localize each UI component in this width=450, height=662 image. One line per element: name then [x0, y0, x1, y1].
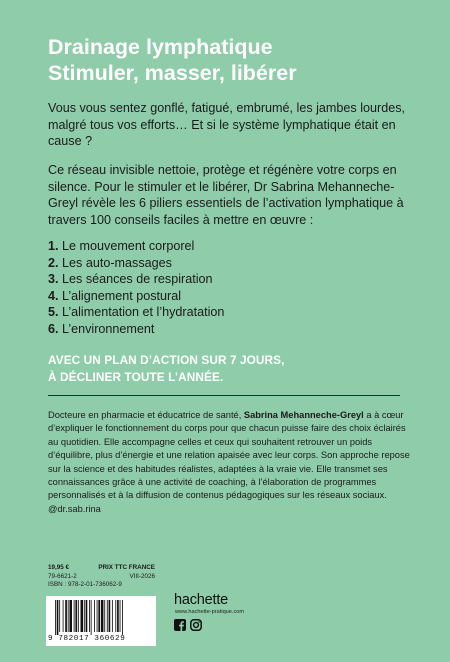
action-plan-callout: [48, 352, 285, 385]
facebook-icon: [174, 619, 186, 631]
isbn-row: [48, 581, 155, 590]
social-icons: [174, 619, 244, 631]
pillar-item: [48, 304, 224, 321]
edition-code: VIII-2026: [129, 572, 155, 580]
barcode-bars: [54, 600, 148, 635]
pillar-label: Les séances de respiration: [58, 272, 213, 287]
pillar-item: [48, 321, 224, 338]
price-block: [48, 564, 155, 590]
pillar-number: 2.: [48, 255, 59, 270]
publisher-block: [174, 592, 244, 631]
pillar-item: [48, 271, 224, 288]
intro-paragraph: Vous vous sentez gonflé, fatigué, embrumé, les jambes lourdes, malgré tous vos efforts… Et si le système lymphatique était en cause ?: [48, 101, 406, 149]
pillar-label: L’alimentation et l’hydratation: [58, 305, 225, 320]
pillar-label: Les auto-massages: [58, 255, 172, 270]
instagram-icon: [190, 619, 202, 631]
author-name: Sabrina Mehanneche-Greyl: [243, 410, 364, 420]
price-label: PRIX TTC FRANCE: [98, 564, 155, 571]
pillar-number: 4.: [48, 288, 59, 303]
code-row: [48, 573, 155, 582]
author-bio: [48, 409, 410, 516]
pillar-item: [48, 255, 224, 272]
pillar-number: 3.: [48, 272, 59, 287]
price-row: [48, 564, 155, 573]
title-line-1: Drainage lymphatique: [48, 35, 273, 59]
bio-body: a à cœur d’expliquer le fonctionnement du corps pour que chacun puisse faire des choix éclairés au quotidien. Elle accompagne celles et ceux qui souhaitent retrouver un poids d’équilibre, plus d’énergie et une relation apaisée avec leur corps. Son approche repose sur la science et des habitudes réalistes, adaptées à la vraie vie. Elle transmet ses connaissances grâce à une activité de coaching, à l’élaboration de programmes personnalisés et à la diffusion de contenus pédagogiques sur les réseaux sociaux.: [48, 410, 410, 501]
pillar-number: 6.: [48, 321, 59, 336]
section-divider: [48, 395, 400, 396]
pillar-item: [48, 238, 224, 255]
description-paragraph: Ce réseau invisible nettoie, protège et régénère votre corps en silence. Pour le stimuler et le libérer, Dr Sabrina Mehanneche-Greyl révèle les 6 piliers essentiels de l’activation lymphatique à travers 100 conseils faciles à mettre en œuvre :: [48, 163, 404, 227]
title-line-2: Stimuler, masser, libérer: [48, 61, 297, 85]
pillar-label: L’environnement: [58, 321, 155, 336]
product-code: 79-6621-2: [48, 572, 77, 580]
pillars-list: [48, 238, 224, 338]
pillar-number: 1.: [48, 239, 59, 253]
publisher-website: www.hachette-pratique.com: [175, 609, 245, 615]
barcode: [46, 596, 156, 646]
pillar-item: [48, 288, 224, 305]
price-value: 19,95 €: [48, 564, 70, 571]
pillar-label: L’alignement postural: [58, 288, 182, 303]
isbn: ISBN : 978-2-01-736062-9: [48, 581, 122, 589]
plan-line-1: AVEC UN PLAN D’ACTION SUR 7 JOURS,: [48, 353, 285, 367]
pillar-label: Le mouvement corporel: [58, 239, 195, 253]
book-title: [48, 34, 297, 86]
publisher-logo: hachette: [174, 592, 229, 608]
pillar-number: 5.: [48, 305, 59, 320]
barcode-digits: 9 782017 360629: [48, 635, 126, 643]
bio-prefix: Docteure en pharmacie et éducatrice de santé,: [48, 410, 244, 420]
social-handle: @dr.sab.rina: [48, 503, 101, 514]
plan-line-2: À DÉCLINER TOUTE L’ANNÉE.: [48, 369, 224, 384]
